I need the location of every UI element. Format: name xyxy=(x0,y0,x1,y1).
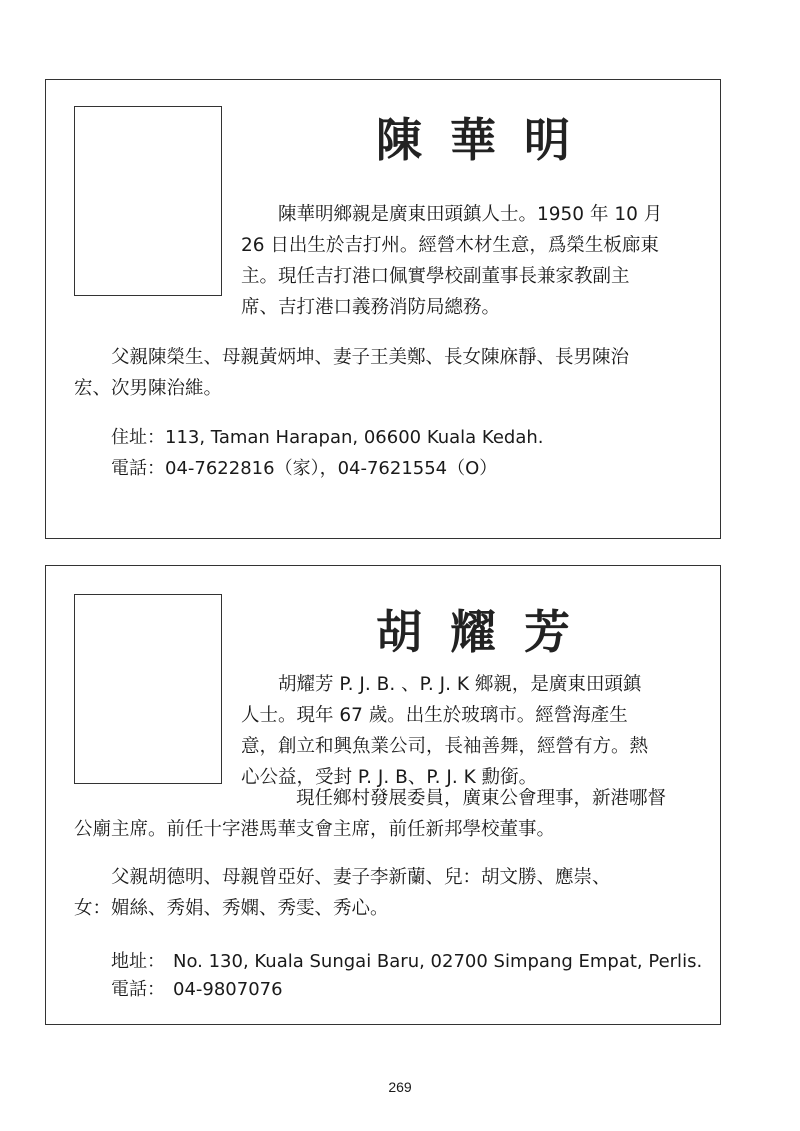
address-label: 住址： xyxy=(111,427,165,448)
bio-line: 26 日出生於吉打州。經營木材生意，爲榮生板廊東 xyxy=(241,235,659,256)
profile-card-2 xyxy=(45,565,721,1025)
address-value: No. 130, Kuala Sungai Baru, 02700 Simpang Empat, Perlis. xyxy=(173,951,703,972)
page-number: 269 xyxy=(388,1079,412,1095)
phone-row xyxy=(111,974,283,1005)
photo-placeholder xyxy=(74,106,222,296)
address-row xyxy=(111,946,702,977)
phone-value: 04-7622816（家），04-7621554（O） xyxy=(165,458,498,479)
bio-line: 主。現任吉打港口佩實學校副董事長兼家教副主 xyxy=(241,266,630,287)
bio-line: 席、吉打港口義務消防局總務。 xyxy=(241,297,501,318)
profile-card-1 xyxy=(45,79,721,539)
bio-line: 心公益，受封 P. J. B、P. J. K 勳銜。 xyxy=(241,767,538,788)
bio-line: 現任鄉村發展委員，廣東公會理事，新港哪督 xyxy=(296,788,667,809)
bio-line: 人士。現年 67 歲。出生於玻璃市。經營海產生 xyxy=(241,705,628,726)
photo-placeholder xyxy=(74,594,222,784)
family-line: 父親胡德明、母親曾亞好、妻子李新蘭、兒：胡文勝、應崇、 xyxy=(111,867,611,888)
phone-label: 電話： xyxy=(111,458,165,479)
bio-line: 公廟主席。前任十字港馬華支會主席，前任新邦學校董事。 xyxy=(74,819,556,840)
bio-line: 陳華明鄉親是廣東田頭鎮人士。1950 年 10 月 xyxy=(278,204,663,225)
bio-line: 胡耀芳 P. J. B. 、P. J. K 鄉親，是廣東田頭鎮 xyxy=(278,674,642,695)
address-row xyxy=(111,422,544,453)
address-value: 113, Taman Harapan, 06600 Kuala Kedah. xyxy=(165,427,544,448)
family-line: 女：媚絲、秀娟、秀嫻、秀雯、秀心。 xyxy=(74,898,389,919)
phone-label: 電話： xyxy=(111,979,165,1000)
phone-value: 04-9807076 xyxy=(173,979,283,1000)
address-label: 地址： xyxy=(111,951,165,972)
person-name: 胡耀芳 xyxy=(376,605,598,659)
phone-row xyxy=(111,453,497,484)
family-line: 父親陳榮生、母親黃炳坤、妻子王美鄭、長女陳庥靜、長男陳治 xyxy=(111,347,630,368)
bio-line: 意，創立和興魚業公司，長袖善舞，經營有方。熱 xyxy=(241,736,649,757)
family-line: 宏、次男陳治維。 xyxy=(74,378,223,399)
person-name: 陳華明 xyxy=(376,113,598,167)
